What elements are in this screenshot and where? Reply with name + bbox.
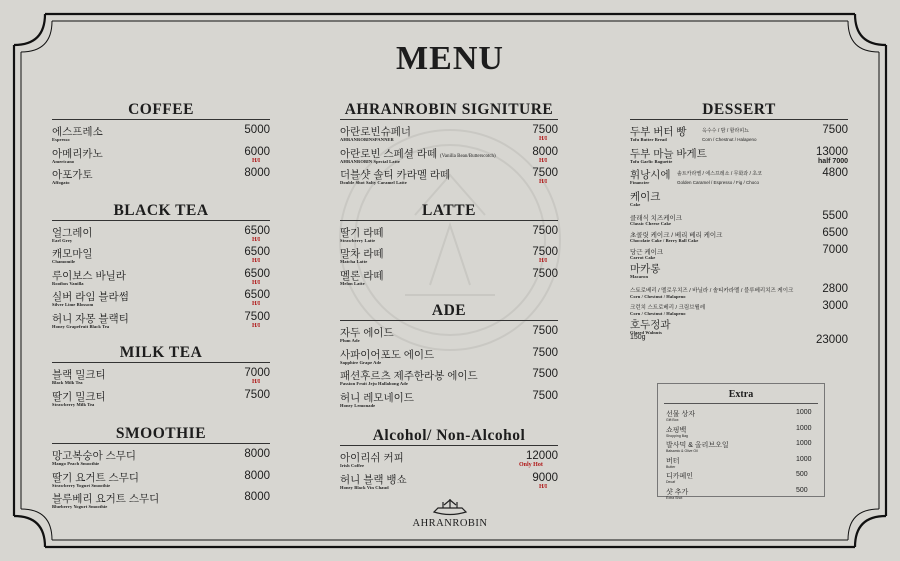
menu-item [52,268,270,290]
item-name-en: Double Shot Salty Caramel Latte [340,180,407,185]
item-name: 아란로빈슈페너 [340,126,412,138]
extra-name-en: Gift Box [666,418,679,422]
item-name-en: Tofu Butter Bread [630,137,667,142]
item-name-en: Irish Coffee [340,463,365,468]
item-name-en: AHRANROBINSPANNER [340,137,394,142]
menu-item [340,167,558,189]
item-price: 8000 [244,167,270,179]
hot-ice-badge: H/I [252,258,261,264]
item-name-en: Strawberry Latte [340,237,376,243]
section-divider [52,220,270,221]
item-name-en: Financier [630,180,650,185]
item-price: 7500 [532,267,558,280]
item-name-en: Classic Cheese Cake [630,221,672,226]
item-name: 자두 에이드 [340,327,394,339]
menu-item [340,347,558,369]
menu-item [52,491,270,513]
section-title: BLACK TEA [113,201,209,219]
item-name: 얼그레이 [52,226,93,239]
item-name: 마카롱 [630,263,661,275]
extra-item [666,487,816,503]
item-name: 허니 레모네이드 [340,391,414,404]
section-signature [340,100,558,189]
extra-name-en: Butter [666,464,676,469]
section-title: LATTE [422,201,476,219]
item-name: 아란로빈 스페셜 라떼 (Vanilla Bean/Butterscotch) [340,147,496,160]
item-name-en: Passion Fruit Jeju Hallabong Ade [340,381,408,386]
extra-divider [664,403,818,404]
item-price: 7500 [822,124,848,136]
section-divider [340,445,558,446]
section-ade [340,301,558,411]
item-options: 옥수수 / 밤 / 할라피뇨 [702,128,749,134]
item-price: 7500 [532,224,558,237]
item-name: 호두정과 [630,318,671,331]
item-price: 6500 [244,246,270,258]
item-price: 13000 [816,145,848,158]
section-coffee [52,100,270,189]
menu-item [630,227,848,244]
only-hot-note: Only Hot [519,462,543,468]
left-column [52,100,270,513]
item-options-en: Golden Caramel / Espresso / Fig / Choco [677,180,760,185]
section-smoothie [52,424,270,513]
item-name-en: Mango Peach Smoothie [52,461,100,466]
item-price: 7500 [244,388,270,401]
item-name-en: Rooibos Vanilla [52,280,84,286]
item-price: 6000 [244,145,270,158]
hot-ice-badge: H/I [252,322,261,329]
item-name-en: Carrot Cake [630,255,656,260]
item-name: 에스프레소 [52,126,103,138]
item-price: 5500 [822,210,848,222]
extra-item [666,456,816,472]
item-price: 8000 [532,145,558,158]
hot-ice-badge: H/I [539,157,548,164]
item-name-en: Corn / Chestnut / Halapeno [630,310,686,316]
item-weight: 150g [630,334,646,341]
item-name-en: Macaron [630,274,649,279]
hot-ice-badge: H/I [539,136,548,142]
menu-item [340,124,558,146]
section-divider [340,119,558,120]
extra-name: 버터 [666,457,680,465]
item-name: 스토로베리 / 멜로우치즈 / 바닐라 / 솔티카라멜 / 블루베리치즈 케이크 [630,287,794,294]
item-price: 8000 [244,491,270,503]
extra-item [666,425,816,441]
menu-item [340,472,558,494]
extra-name: 쇼핑백 [666,426,687,434]
menu-title: MENU [396,40,504,77]
section-divider [340,220,558,221]
item-price: 7500 [244,310,270,323]
hot-ice-badge: H/I [539,258,548,264]
hot-ice-badge: H/I [539,483,548,490]
item-price: 3000 [822,299,848,312]
section-title: DESSERT [702,101,776,118]
item-name: 아메리카노 [52,147,103,160]
right-column [630,100,848,352]
item-name: 딸기 라떼 [340,226,384,239]
item-price: 23000 [816,334,848,346]
menu-item [630,300,848,317]
menu-item [52,124,270,146]
item-name: 아포가토 [52,169,93,181]
menu-item [340,225,558,247]
menu-item [52,389,270,411]
item-name-en: Honey Black Vin Chaud [340,484,389,490]
item-name-en: Honey Lemonade [340,402,376,408]
item-price: 7500 [532,325,558,337]
section-divider [52,119,270,120]
item-name: 허니 블랙 뱅쇼 [340,473,407,486]
menu-item [340,146,558,168]
menu-item [52,470,270,492]
extra-price: 1000 [796,440,812,447]
menu-item [630,210,848,227]
menu-item [630,334,848,352]
item-name-en: Chamomile [52,259,76,264]
menu-item [52,367,270,389]
hot-ice-badge: H/I [539,179,548,185]
item-name-en: Matcha Latte [340,259,368,264]
extra-name-en: Extra Shot [666,495,683,500]
item-name-en: Glazed Walnuts [630,329,662,335]
item-name: 말차 라떼 [340,248,384,260]
brand-name: AHRANROBIN [412,518,488,529]
extra-item [666,471,816,487]
menu-item [630,189,848,211]
item-price: 6500 [244,289,270,301]
hot-ice-badge: H/I [252,236,261,243]
item-name: 초콜릿 케이크 / 베리 베리 케이크 [630,232,723,239]
section-dessert [630,100,848,352]
item-name-en: Chocolate Cake / Berry Ball Cake [630,238,699,243]
brand-logo [395,497,505,529]
item-name: 휘낭시에 [630,169,671,181]
section-divider [630,119,848,120]
item-name-en: Earl Grey [52,237,73,243]
menu-item [52,225,270,247]
item-name: 크런치 스트로베리 / 크림브륄레 [630,304,706,311]
item-name: 두부 버터 빵 [630,126,687,138]
extra-price: 1000 [796,455,812,463]
menu-item [52,146,270,168]
menu-item [630,124,848,146]
menu-item [630,244,848,261]
item-name-en: Honey Grapefruit Black Tea [52,323,110,329]
menu-item [340,450,558,472]
section-title: ADE [431,302,467,319]
item-price: 7500 [532,167,558,179]
menu-item [630,146,848,168]
item-name: 두부 마늘 바게트 [630,147,707,160]
item-name-en: Blueberry Yogurt Smoothie [52,504,108,509]
item-name: 클래식 치즈케이크 [630,215,683,222]
item-name: 망고복숭아 스무디 [52,450,137,462]
item-price: 9000 [532,471,558,484]
half-price: half 7000 [818,157,848,165]
extra-item [666,409,816,425]
menu-item [340,390,558,412]
item-price: 8000 [244,469,270,482]
item-name-en: Espresso [52,137,70,142]
item-name-en: Black Milk Tea [52,380,83,385]
middle-column [340,100,558,493]
section-title: SMOOTHIE [115,425,207,442]
item-name: 실버 라임 블라썸 [52,291,129,303]
item-name-en: Plum Ade [340,338,360,343]
item-name-en: Silver Lime Blossom [52,302,94,307]
menu-item [340,246,558,268]
item-name: 블루베리 요거트 스무디 [52,493,160,505]
hot-ice-badge: H/I [252,157,261,164]
item-name-en: Tofu Garlic Baguette [630,158,673,164]
item-price: 12000 [526,450,558,462]
item-name-en: Strawberry Yogurt Smoothie [52,482,111,488]
item-price: 2800 [822,282,848,295]
item-name: 허니 자몽 블랙티 [52,312,129,325]
section-black-tea [52,201,270,333]
item-name-en: Cake [630,201,641,207]
item-name-en: AHRANROBIN Special Latte [340,158,400,164]
extra-price: 1000 [796,424,812,432]
extra-box [657,383,825,500]
menu-item [340,325,558,347]
item-name: 사파이어포도 에이드 [340,348,435,361]
item-price: 7000 [822,244,848,256]
item-name-en: Affogato [52,180,70,185]
item-name: 딸기 밀크티 [52,390,106,403]
item-price: 7500 [532,346,558,359]
item-name-en: Sapphire Grape Ade [340,359,382,365]
item-price: 7500 [532,124,558,136]
menu-item [52,311,270,333]
item-price: 7500 [532,368,558,380]
section-divider [52,362,270,363]
extra-title: Extra [728,389,754,400]
section-latte [340,201,558,290]
extra-name: 샷 추가 [666,488,689,496]
extra-item [666,440,816,456]
extra-price: 500 [796,486,808,494]
menu-item [340,268,558,290]
extra-name-en: Decaf [666,480,676,484]
item-price: 5000 [244,124,270,136]
extra-price: 1000 [796,409,812,416]
menu-item [630,283,848,300]
extra-name: 디카페인 [666,473,694,480]
menu-item [52,289,270,311]
section-title: AHRANROBIN SIGNITURE [344,101,554,118]
hot-ice-badge: H/I [252,279,261,286]
item-price: 8000 [244,448,270,460]
item-price: 7500 [532,389,558,402]
item-price: 6500 [244,267,270,280]
menu-item [630,261,848,283]
extra-name: 발사믹 & 올리브오일 [666,442,729,449]
item-name: 멜론 라떼 [340,269,384,282]
item-price: 7000 [244,367,270,379]
item-name: 패션후르츠 제주한라봉 에이드 [340,370,478,382]
hot-ice-badge: H/I [252,379,261,385]
item-name: 더블샷 솔티 카라멜 라떼 [340,169,451,181]
ship-icon [430,497,470,517]
item-price: 7500 [532,246,558,258]
menu-item [52,167,270,189]
item-name-en: Americano [52,158,75,164]
section-divider [340,320,558,321]
section-milk-tea [52,343,270,410]
item-name: 캐모마일 [52,248,93,260]
extra-price: 500 [796,471,808,478]
section-title: COFFEE [128,101,194,118]
menu-item [52,448,270,470]
item-name-en: Strawberry Milk Tea [52,401,95,407]
hot-ice-badge: H/I [252,301,261,307]
item-name: 딸기 요거트 스무디 [52,471,139,484]
menu-item [630,167,848,189]
extra-name-en: Shopping Bag [666,433,688,438]
item-options: 솔트카라멜 / 에스프레소 / 무화과 / 초코 [677,171,762,177]
section-alcohol [340,426,558,493]
item-price: 6500 [822,227,848,239]
extra-name: 선물 상자 [666,411,695,418]
section-title: MILK TEA [119,344,203,361]
section-title: Alcohol/ Non-Alcohol [372,427,526,444]
item-name: 블랙 밀크티 [52,369,106,381]
item-name-en: Corn / Chestnut / Halapeno [630,293,686,299]
menu-item [52,246,270,268]
menu-item [340,368,558,390]
extra-name-en: Balsamic & Olive Oil [666,449,698,453]
section-divider [52,443,270,444]
item-name-en: Melon Latte [340,280,365,286]
item-name: 루이보스 바닐라 [52,269,126,282]
item-name: 케이크 [630,190,661,203]
item-price: 6500 [244,224,270,237]
item-price: 4800 [822,167,848,179]
item-name: 아이리쉬 커피 [340,452,404,464]
item-options-en: Corn / Chestnut / Halapeno [702,137,757,142]
item-name: 당근 케이크 [630,249,664,256]
